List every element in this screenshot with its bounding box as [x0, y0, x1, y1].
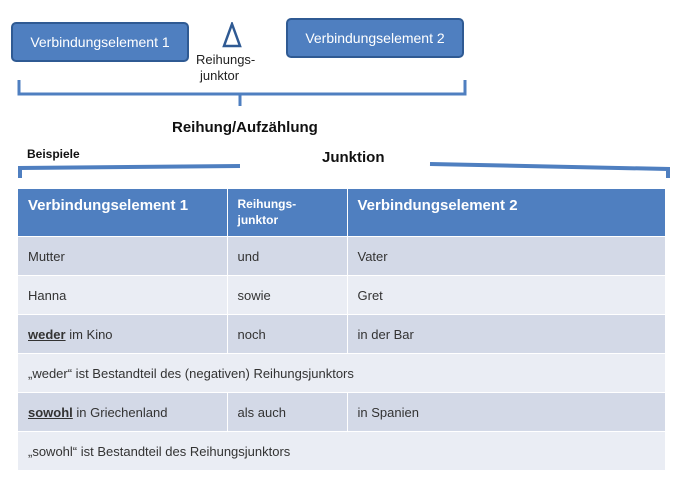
table-row [18, 237, 665, 276]
cell-element1-emphasis: weder [28, 326, 66, 342]
cell-junktor: und [227, 237, 347, 276]
header-reihungsjunktor-line2: junktor [237, 213, 279, 227]
cell-element2: Gret [347, 276, 665, 315]
cell-junktor: sowie [227, 276, 347, 315]
cell-element2: in der Bar [347, 315, 665, 354]
cell-element1: Hanna [18, 276, 227, 315]
cell-element1 [18, 315, 227, 354]
junktor-label-line1: Reihungs- [196, 52, 256, 67]
header-verbindungselement-1: Verbindungselement 1 [18, 189, 227, 237]
table-note-row [18, 354, 665, 393]
table-row [18, 315, 665, 354]
cell-junktor: noch [227, 315, 347, 354]
header-verbindungselement-2: Verbindungselement 2 [347, 189, 665, 237]
cell-element1 [18, 393, 227, 432]
beispiele-label: Beispiele [27, 147, 80, 161]
cell-junktor: als auch [227, 393, 347, 432]
verbindungselement-1-label: Verbindungselement 1 [30, 34, 170, 50]
note-cell: „weder“ ist Bestandteil des (negativen) Reihungsjunktors [18, 354, 665, 393]
cell-element1-emphasis: sowohl [28, 404, 73, 420]
header-reihungsjunktor-line1: Reihungs- [237, 197, 297, 211]
examples-table [18, 189, 665, 470]
table-note-row [18, 432, 665, 471]
reihung-title: Reihung/Aufzählung [172, 119, 318, 136]
cell-element1: Mutter [18, 237, 227, 276]
junktor-label-line2: junktor [200, 68, 240, 83]
header-reihungsjunktor [227, 189, 347, 237]
cell-element2: Vater [347, 237, 665, 276]
table-row [18, 276, 665, 315]
verbindungselement-2-label: Verbindungselement 2 [305, 30, 445, 46]
junktion-brace [0, 0, 686, 190]
table-row [18, 393, 665, 432]
cell-element1-rest: im Kino [65, 326, 113, 342]
cell-element2: in Spanien [347, 393, 665, 432]
cell-element1-rest: in Griechenland [72, 404, 168, 420]
junktion-title: Junktion [322, 149, 385, 166]
note-cell: „sowohl“ ist Bestandteil des Reihungsjunktors [18, 432, 665, 471]
table-header-row [18, 189, 665, 237]
